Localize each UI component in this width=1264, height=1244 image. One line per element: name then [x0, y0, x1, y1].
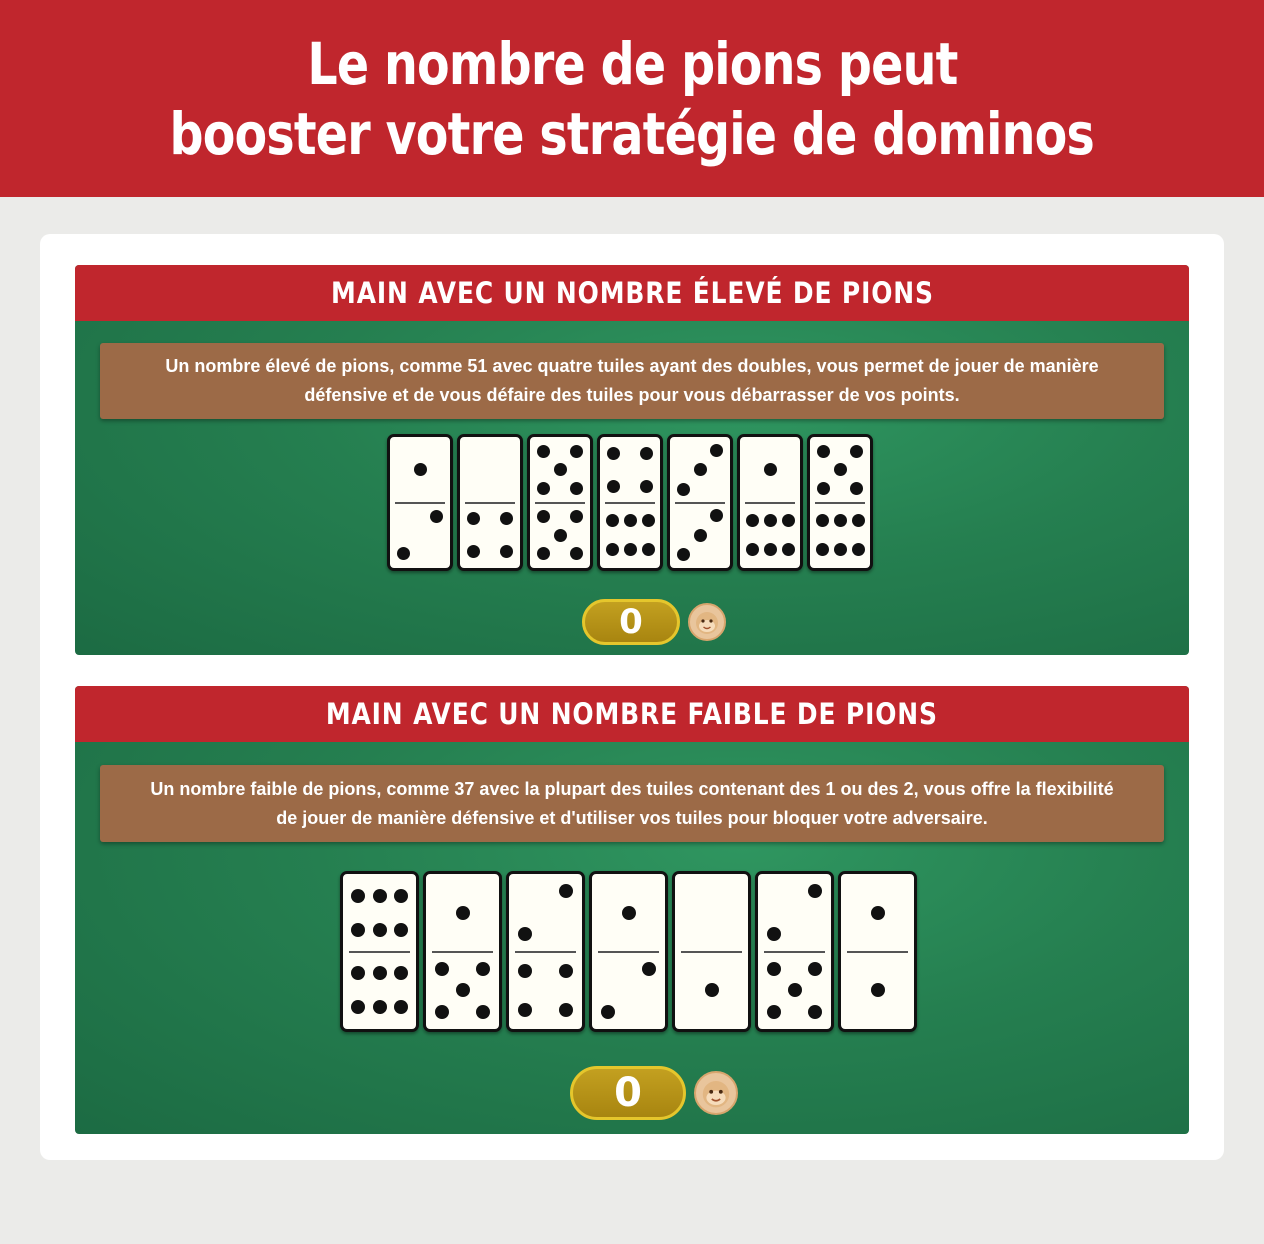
- domino-pip: [834, 514, 847, 527]
- domino-tile[interactable]: [387, 434, 453, 571]
- monkey-face-glyph: [698, 1075, 734, 1111]
- domino-pip: [624, 543, 637, 556]
- domino-pip: [767, 1005, 781, 1019]
- domino-pip: [373, 889, 387, 903]
- domino-pip: [456, 983, 470, 997]
- domino-pip: [871, 906, 885, 920]
- domino-half-five: [810, 437, 870, 503]
- monkey-face-icon: [688, 603, 726, 641]
- domino-pip: [808, 962, 822, 976]
- domino-pip: [430, 510, 443, 523]
- domino-pip: [767, 962, 781, 976]
- description-line-2: défensive et de vous défaire des tuiles pour vous débarrasser de vos points.: [304, 385, 960, 405]
- domino-pip: [817, 445, 830, 458]
- domino-pip: [537, 510, 550, 523]
- low-pips-panel: [75, 686, 1189, 1134]
- domino-half-four: [460, 503, 520, 569]
- score-badge: 0: [570, 1066, 686, 1120]
- domino-pip: [373, 966, 387, 980]
- domino-tile[interactable]: [527, 434, 593, 571]
- score-area: [582, 599, 726, 645]
- domino-pip: [694, 529, 707, 542]
- domino-pip: [746, 543, 759, 556]
- domino-tile[interactable]: [667, 434, 733, 571]
- domino-pip: [834, 543, 847, 556]
- domino-pip: [640, 447, 653, 460]
- domino-pip: [559, 1003, 573, 1017]
- domino-pip: [767, 927, 781, 941]
- domino-pip: [850, 445, 863, 458]
- domino-pip: [606, 514, 619, 527]
- domino-pip: [537, 547, 550, 560]
- domino-pip: [537, 482, 550, 495]
- domino-pip: [764, 543, 777, 556]
- domino-half-three: [670, 437, 730, 503]
- domino-pip: [640, 480, 653, 493]
- panel-title: MAIN AVEC UN NOMBRE ÉLEVÉ DE PIONS: [330, 276, 934, 310]
- domino-pip: [782, 543, 795, 556]
- domino-pip: [871, 983, 885, 997]
- domino-pip: [467, 545, 480, 558]
- description-line-1: Un nombre faible de pions, comme 37 avec la plupart des tuiles contenant des 1 ou des 2, vous offre la flexibilité: [150, 778, 1114, 799]
- domino-pip: [476, 962, 490, 976]
- domino-pip: [570, 547, 583, 560]
- domino-pip: [467, 512, 480, 525]
- domino-pip: [710, 509, 723, 522]
- domino-half-one: [592, 874, 665, 952]
- panel-header: [75, 265, 1189, 321]
- domino-hand: [340, 871, 917, 1032]
- domino-pip: [808, 884, 822, 898]
- domino-pip: [518, 927, 532, 941]
- domino-pip: [622, 906, 636, 920]
- domino-pip: [476, 1005, 490, 1019]
- domino-half-five: [426, 952, 499, 1030]
- domino-pip: [607, 447, 620, 460]
- domino-half-one: [426, 874, 499, 952]
- domino-pip: [852, 543, 865, 556]
- domino-half-two: [592, 952, 665, 1030]
- domino-pip: [601, 1005, 615, 1019]
- domino-tile[interactable]: [807, 434, 873, 571]
- domino-pip: [764, 514, 777, 527]
- domino-tile[interactable]: [423, 871, 502, 1032]
- domino-hand: [387, 434, 873, 571]
- domino-pip: [607, 480, 620, 493]
- domino-pip: [435, 1005, 449, 1019]
- domino-half-one: [841, 952, 914, 1030]
- domino-pip: [554, 529, 567, 542]
- description-line-1: Un nombre élevé de pions, comme 51 avec quatre tuiles ayant des doubles, vous permet de jouer de manière: [165, 356, 1099, 376]
- domino-tile[interactable]: [597, 434, 663, 571]
- domino-pip: [435, 962, 449, 976]
- domino-pip: [351, 1000, 365, 1014]
- domino-half-five: [758, 952, 831, 1030]
- domino-pip: [817, 482, 830, 495]
- domino-half-six: [740, 503, 800, 569]
- title-banner: [0, 0, 1264, 197]
- domino-pip: [746, 514, 759, 527]
- domino-half-three: [670, 503, 730, 569]
- domino-half-two: [758, 874, 831, 952]
- domino-pip: [554, 463, 567, 476]
- domino-tile[interactable]: [838, 871, 917, 1032]
- domino-pip: [642, 543, 655, 556]
- domino-pip: [394, 923, 408, 937]
- domino-half-one: [675, 952, 748, 1030]
- domino-half-six: [600, 503, 660, 569]
- domino-pip: [816, 543, 829, 556]
- page-title-line-1: Le nombre de pions peut: [306, 29, 958, 98]
- domino-half-five: [530, 437, 590, 503]
- domino-pip: [351, 923, 365, 937]
- domino-tile[interactable]: [755, 871, 834, 1032]
- description-line-2: de jouer de manière défensive et d'utiliser vos tuiles pour bloquer votre adversaire.: [276, 807, 988, 828]
- domino-pip: [397, 547, 410, 560]
- domino-pip: [373, 1000, 387, 1014]
- domino-pip: [677, 548, 690, 561]
- score-badge: 0: [582, 599, 680, 645]
- monkey-face-icon: [694, 1071, 738, 1115]
- domino-pip: [570, 445, 583, 458]
- domino-half-four: [509, 952, 582, 1030]
- domino-half-two: [509, 874, 582, 952]
- domino-pip: [518, 1003, 532, 1017]
- panel-description: [100, 765, 1164, 842]
- domino-pip: [394, 1000, 408, 1014]
- domino-pip: [394, 889, 408, 903]
- domino-pip: [518, 964, 532, 978]
- panel-header: [75, 686, 1189, 742]
- domino-pip: [694, 463, 707, 476]
- domino-tile[interactable]: [737, 434, 803, 571]
- domino-pip: [705, 983, 719, 997]
- domino-pip: [624, 514, 637, 527]
- domino-pip: [373, 923, 387, 937]
- domino-tile[interactable]: [506, 871, 585, 1032]
- domino-pip: [500, 512, 513, 525]
- score-area: [570, 1066, 738, 1120]
- domino-pip: [570, 510, 583, 523]
- domino-pip: [351, 889, 365, 903]
- domino-half-one: [841, 874, 914, 952]
- domino-pip: [850, 482, 863, 495]
- domino-half-six: [343, 952, 416, 1030]
- domino-pip: [351, 966, 365, 980]
- domino-pip: [394, 966, 408, 980]
- domino-pip: [782, 514, 795, 527]
- domino-half-blank: [675, 874, 748, 952]
- domino-half-five: [530, 503, 590, 569]
- domino-tile[interactable]: [589, 871, 668, 1032]
- domino-half-one: [740, 437, 800, 503]
- domino-pip: [808, 1005, 822, 1019]
- domino-pip: [642, 514, 655, 527]
- domino-pip: [559, 884, 573, 898]
- domino-half-blank: [460, 437, 520, 503]
- domino-half-six: [810, 503, 870, 569]
- monkey-face-glyph: [692, 607, 722, 637]
- domino-pip: [559, 964, 573, 978]
- domino-pip: [570, 482, 583, 495]
- domino-half-two: [390, 503, 450, 569]
- domino-half-four: [600, 437, 660, 503]
- domino-pip: [606, 543, 619, 556]
- domino-pip: [834, 463, 847, 476]
- panel-title: MAIN AVEC UN NOMBRE FAIBLE DE PIONS: [325, 697, 939, 731]
- domino-tile[interactable]: [457, 434, 523, 571]
- domino-pip: [852, 514, 865, 527]
- domino-pip: [710, 444, 723, 457]
- page-title-line-2: booster votre stratégie de dominos: [169, 99, 1095, 168]
- domino-tile[interactable]: [672, 871, 751, 1032]
- panel-description: [100, 343, 1164, 419]
- domino-pip: [816, 514, 829, 527]
- domino-pip: [537, 445, 550, 458]
- domino-pip: [764, 463, 777, 476]
- domino-half-one: [390, 437, 450, 503]
- domino-pip: [642, 962, 656, 976]
- domino-pip: [788, 983, 802, 997]
- domino-half-six: [343, 874, 416, 952]
- domino-tile[interactable]: [340, 871, 419, 1032]
- high-pips-panel: [75, 265, 1189, 655]
- domino-pip: [456, 906, 470, 920]
- domino-pip: [414, 463, 427, 476]
- domino-pip: [677, 483, 690, 496]
- domino-pip: [500, 545, 513, 558]
